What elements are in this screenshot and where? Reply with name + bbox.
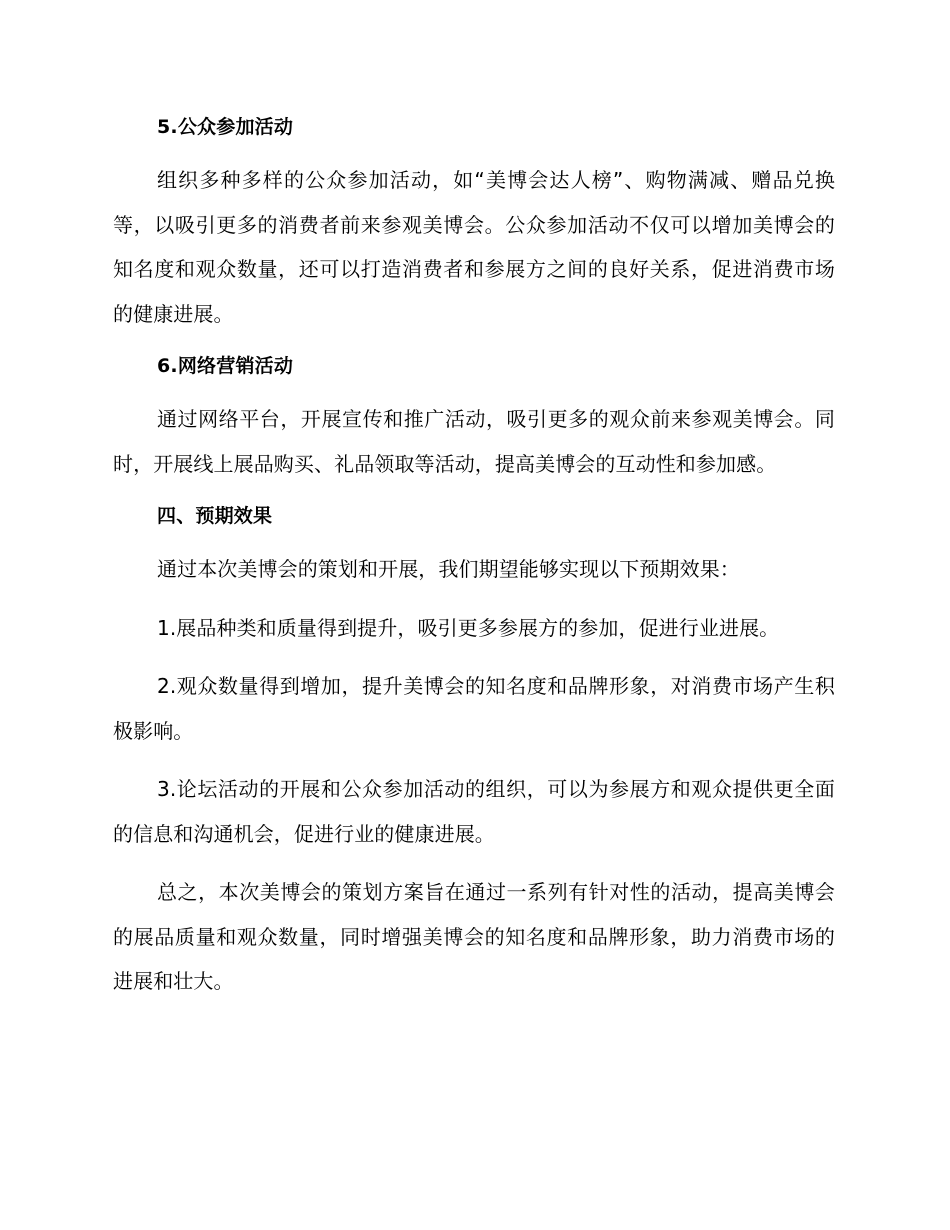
document-page (113, 112, 835, 1004)
paragraph-public-activity: 组织多种多样的公众参加活动，如“美博会达人榜”、购物满减、赠品兑换等，以吸引更多的消费者前来参观美博会。公众参加活动不仅可以增加美博会的知名度和观众数量，还可以打造消费者和参展方之间的良好关系，促进消费市场的健康进展。 (113, 168, 835, 326)
paragraph-expected-intro: 通过本次美博会的策划和开展，我们期望能够实现以下预期效果： (157, 557, 740, 581)
paragraph-conclusion: 总之，本次美博会的策划方案旨在通过一系列有针对性的活动，提高美博会的展品质量和观众数量，同时增强美博会的知名度和品牌形象，助力消费市场的进展和壮大。 (113, 880, 835, 993)
section-heading-expected-effects: 四、预期效果 (157, 505, 273, 527)
section-heading-online-marketing: 6.网络营销活动 (157, 355, 294, 377)
list-item-effect-3: 3.论坛活动的开展和公众参加活动的组织，可以为参展方和观众提供更全面的信息和沟通机会，促进行业的健康进展。 (113, 777, 835, 846)
paragraph-online-marketing: 通过网络平台，开展宣传和推广活动，吸引更多的观众前来参观美博会。同时，开展线上展品购买、礼品领取等活动，提高美博会的互动性和参加感。 (113, 407, 835, 476)
list-item-effect-1: 1.展品种类和质量得到提升，吸引更多参展方的参加，促进行业进展。 (157, 615, 780, 640)
list-item-effect-2: 2.观众数量得到增加，提升美博会的知名度和品牌形象，对消费市场产生积极影响。 (113, 674, 835, 743)
section-heading-public-activity: 5.公众参加活动 (157, 116, 294, 138)
